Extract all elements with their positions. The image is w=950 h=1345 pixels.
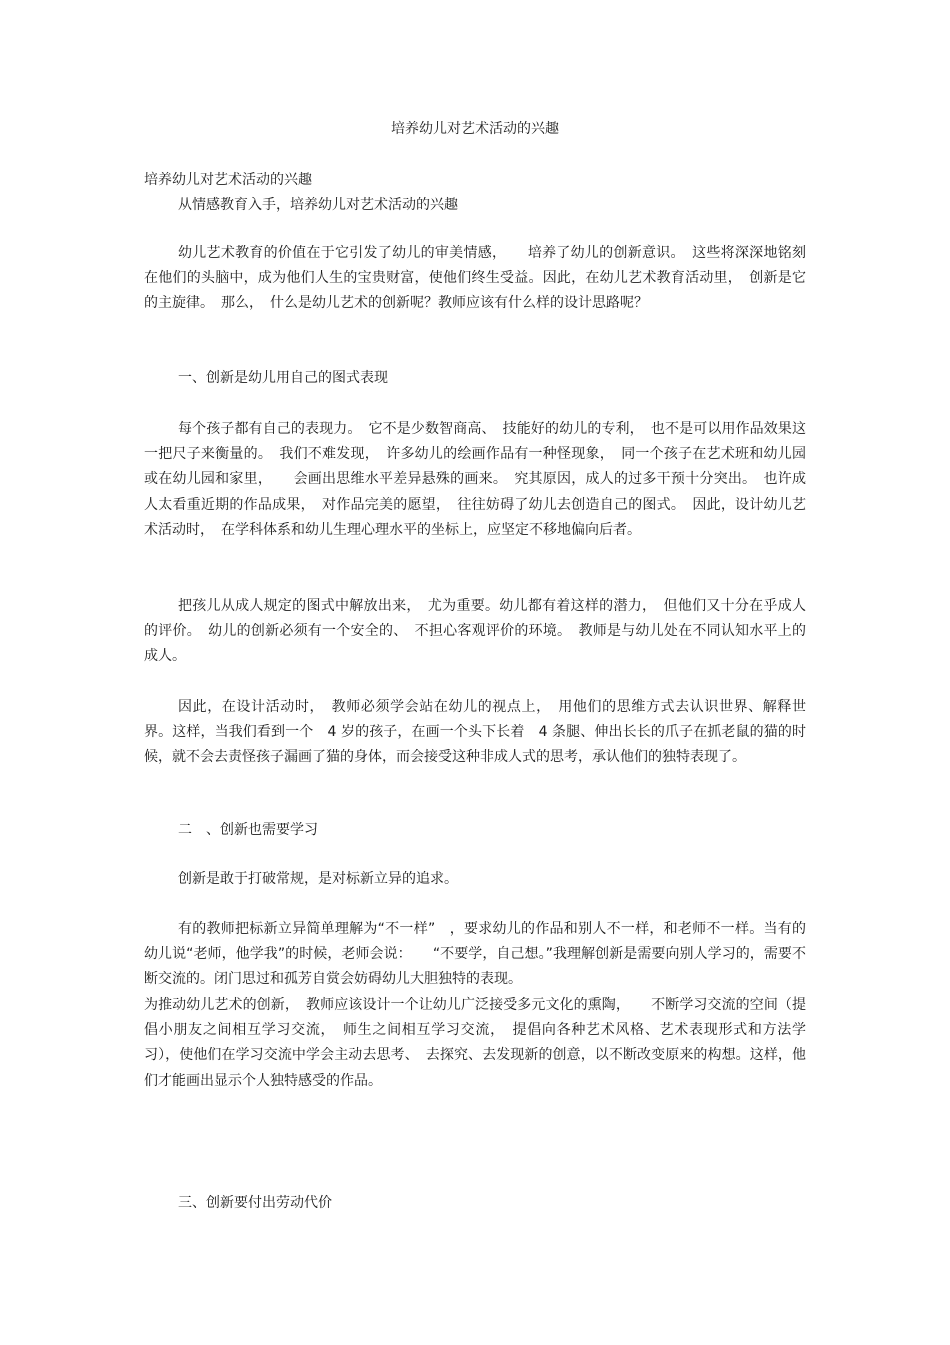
paragraph-liberation: 把孩儿从成人规定的图式中解放出来， 尤为重要。幼儿都有着这样的潜力， 但他们又十分在乎成人的评价。 幼儿的创新必须有一个安全的、 不担心客观评价的环境。 教师是与幼儿处在不同认知水平上的成人。 xyxy=(144,598,806,665)
document-subtitle: 培养幼儿对艺术活动的兴趣 xyxy=(144,172,312,188)
paragraph-intro: 幼儿艺术教育的价值在于它引发了幼儿的审美情感， 培养了幼儿的创新意识。 这些将深深地铭刻在他们的头脑中，成为他们人生的宝贵财富，使他们终生受益。因此，在幼儿艺术教育活动里， 创新是它的主旋律。 那么， 什么是幼儿艺术的创新呢？教师应该有什么样的设计思路呢？ xyxy=(144,245,806,312)
section-heading-1: 一、创新是幼儿用自己的图式表现 xyxy=(178,370,388,386)
document-title: 培养幼儿对艺术活动的兴趣 xyxy=(391,121,559,137)
lead-line: 从情感教育入手，培养幼儿对艺术活动的兴趣 xyxy=(178,197,458,213)
paragraph-culture: 为推动幼儿艺术的创新， 教师应该设计一个让幼儿广泛接受多元文化的熏陶， 不断学习交流的空间（提倡小朋友之间相互学习交流， 师生之间相互学习交流， 提倡向各种艺术风格、艺术表现形式和方法学习），使他们在学习交流中学会主动去思考、 去探究、去发现新的创意，以不断改变原来的构想。这样，他们才能画出显示个人独特感受的作品。 xyxy=(144,997,806,1089)
paragraph-different: 有的教师把标新立异简单理解为“不一样” ，要求幼儿的作品和别人不一样，和老师不一样。当有的幼儿说“老师，他学我”的时候，老师会说： “不要学，自己想。”我理解创新是需要向别人学习的，需要不断交流的。闭门思过和孤芳自赏会妨碍幼儿大胆独特的表现。 xyxy=(144,921,806,988)
paragraph-expression: 每个孩子都有自己的表现力。 它不是少数智商高、 技能好的幼儿的专利， 也不是可以用作品效果这一把尺子来衡量的。 我们不难发现， 许多幼儿的绘画作品有一种怪现象， 同一个孩子在艺术班和幼儿园或在幼儿园和家里， 会画出思维水平差异悬殊的画来。 究其原因，成人的过多干预十分突出。 也许成人太看重近期的作品成果， 对作品完美的愿望， 往往妨碍了幼儿去创造自己的图式。 因此，设计幼儿艺术活动时， 在学科体系和幼儿生理心理水平的坐标上，应坚定不移地偏向后者。 xyxy=(144,421,806,538)
paragraph-viewpoint: 因此，在设计活动时， 教师必须学会站在幼儿的视点上， 用他们的思维方式去认识世界、解释世界。这样，当我们看到一个 4 岁的孩子，在画一个头下长着 4 条腿、伸出长长的爪子在抓老鼠的猫的时候，就不会去责怪孩子漏画了猫的身体，而会接受这种非成人式的思考，承认他们的独特表现了。 xyxy=(144,699,806,766)
section-heading-3: 三、创新要付出劳动代价 xyxy=(178,1195,332,1211)
paragraph-innovation: 创新是敢于打破常规，是对标新立异的追求。 xyxy=(178,871,458,887)
section-heading-2: 二 、创新也需要学习 xyxy=(178,822,318,838)
